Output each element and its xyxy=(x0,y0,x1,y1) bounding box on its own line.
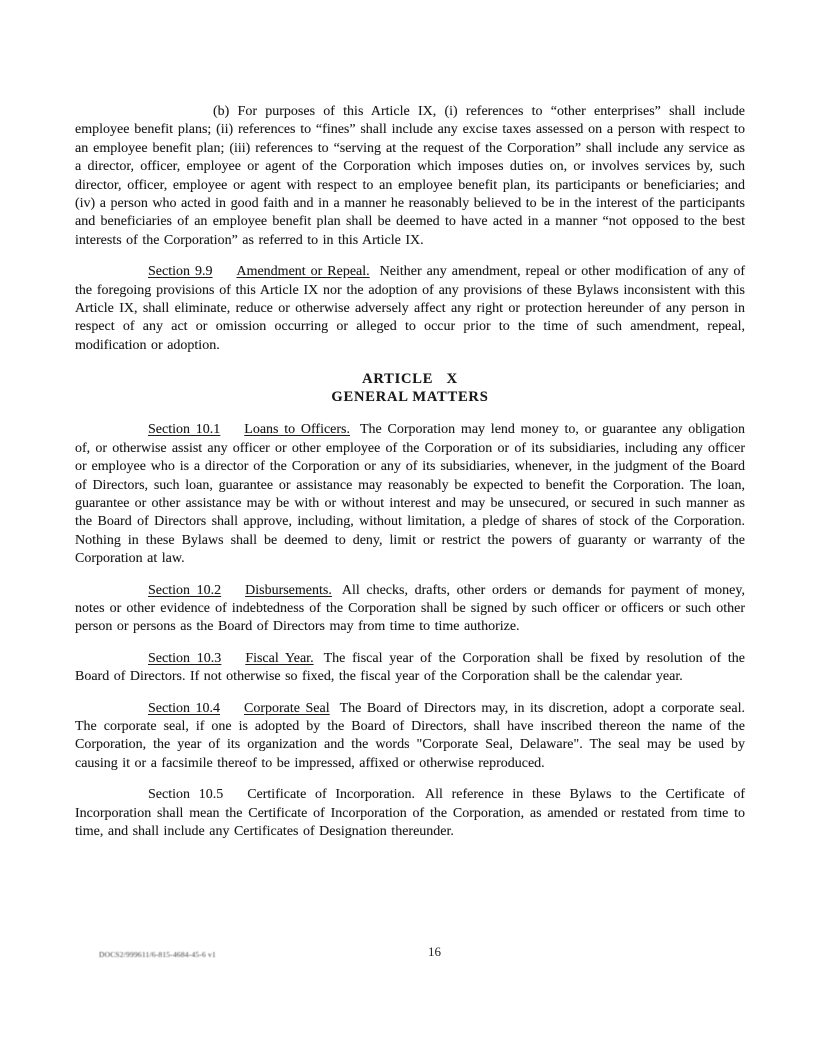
section-10-1-body: The Corporation may lend money to, or guarantee any obligation of, or otherwise assist any officer or other employee of the Corporation or of its subsidiaries, including any officer or employee who is a director of the Corporation or any of its subsidiaries, whenever, in the judgment of the Board of Directors, such loan, guarantee or assistance may reasonably be expected to benefit the Corporation. The loan, guarantee or other assistance may be with or without interest and may be unsecured, or secured in such manner as the Board of Directors shall approve, including, without limitation, a pledge of shares of stock of the Corporation. Nothing in these Bylaws shall be deemed to deny, limit or restrict the powers of guaranty or warranty of the Corporation at law. xyxy=(75,422,745,567)
article-x-title: ARTICLE X xyxy=(362,371,458,388)
section-10-5-label: Section 10.5 xyxy=(148,787,224,803)
article-x-subtitle: GENERAL MATTERS xyxy=(331,388,489,405)
section-10-1 xyxy=(75,421,745,568)
section-10-2 xyxy=(75,582,745,637)
article-x-heading xyxy=(75,371,745,406)
section-10-4-label: Section 10.4 xyxy=(148,700,221,716)
section-9-9 xyxy=(75,263,745,355)
section-10-3-label: Section 10.3 xyxy=(148,650,222,666)
footer-doc-id: DOCS2/999611/6-815-4684-45-6 v1 xyxy=(99,950,216,959)
page-content xyxy=(75,103,745,854)
section-10-2-title: Disbursements. xyxy=(245,582,332,598)
section-9-9-label: Section 9.9 xyxy=(148,264,213,280)
section-10-5 xyxy=(75,786,745,841)
section-10-1-label: Section 10.1 xyxy=(148,422,221,438)
section-10-1-title: Loans to Officers. xyxy=(244,422,350,438)
paragraph-b: (b) For purposes of this Article IX, (i) references to “other enterprises” shall include employee benefit plans; (ii) references to “fines” shall include any excise taxes assessed on a person with respect to an employee benefit plan; (iii) references to “serving at the request of the Corporation” shall include any service as a director, officer, employee or agent of the Corporation which imposes duties on, or involves services by, such director, officer, employee or agent with respect to an employee benefit plan, its participants or beneficiaries; and (iv) a person who acted in good faith and in a manner he reasonably believed to be in the interest of the participants and beneficiaries of an employee benefit plan shall be deemed to have acted in a manner “not opposed to the best interests of the Corporation” as referred to in this Article IX. xyxy=(75,104,745,248)
section-10-3-title: Fiscal Year. xyxy=(245,650,314,666)
section-9-9-body: Neither any amendment, repeal or other modification of any of the foregoing provisions of this Article IX nor the adoption of any provisions of these Bylaws inconsistent with this Article IX, shall eliminate, reduce or otherwise adversely affect any right or protection hereunder of any person in respect of any act or omission occurring or alleged to occur prior to the time of such amendment, repeal, modification or adoption. xyxy=(75,264,746,353)
section-10-4-body: The Board of Directors may, in its discretion, adopt a corporate seal. The corporate seal, if one is adopted by the Board of Directors, shall have inscribed thereon the name of the Corporation, the year of its organization and the words "Corporate Seal, Delaware". The seal may be used by causing it or a facsimile thereof to be impressed, affixed or otherwise reproduced. xyxy=(75,700,745,771)
section-10-4-title: Corporate Seal xyxy=(244,700,330,716)
section-9-9-title: Amendment or Repeal. xyxy=(236,264,370,280)
section-10-4 xyxy=(75,700,745,774)
footer-page-number: 16 xyxy=(428,944,441,959)
section-10-3-body: The fiscal year of the Corporation shall be fixed by resolution of the Board of Directors. If not otherwise so fixed, the fiscal year of the Corporation shall be the calendar year. xyxy=(75,650,746,685)
section-10-3 xyxy=(75,650,745,687)
section-10-2-label: Section 10.2 xyxy=(148,582,222,598)
section-10-5-title: Certificate of Incorporation. xyxy=(247,787,416,803)
section-10-5-body: All reference in these Bylaws to the Certificate of Incorporation shall mean the Certificate of Incorporation of the Corporation, as amended or restated from time to time, and shall include any Certificates of Designation thereunder. xyxy=(75,787,745,839)
section-10-2-body: All checks, drafts, other orders or demands for payment of money, notes or other evidence of indebtedness of the Corporation shall be signed by such officer or officers or such other person or persons as the Board of Directors may from time to time authorize. xyxy=(75,582,745,635)
